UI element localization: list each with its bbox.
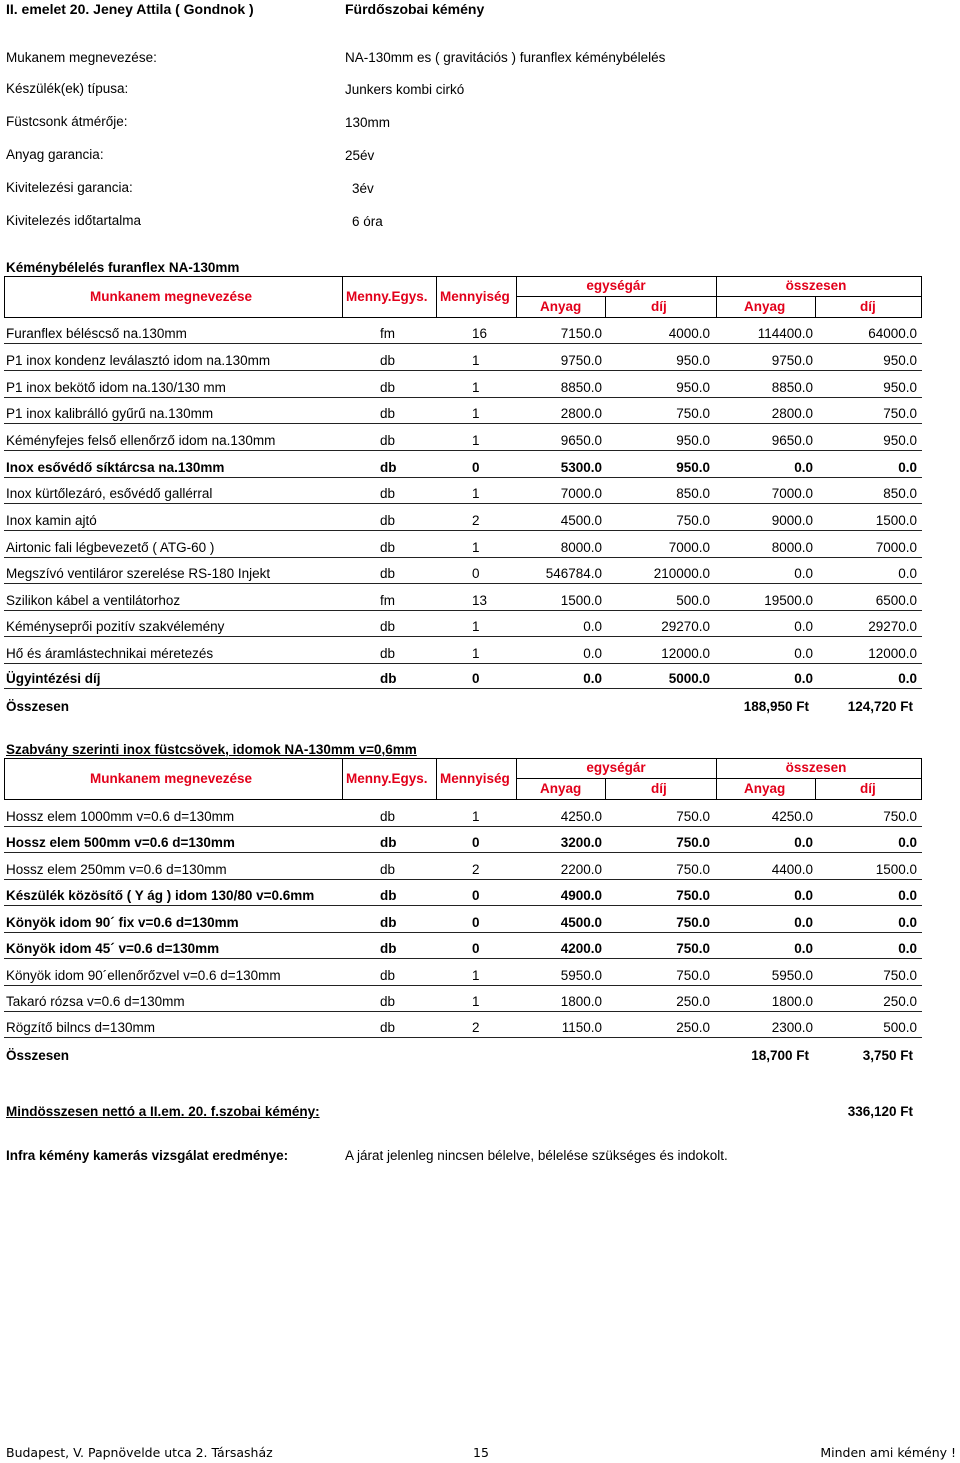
info-value: 6 óra [352, 214, 383, 229]
row-unit: db [380, 888, 397, 903]
row-total-fee: 750.0 [883, 968, 917, 983]
row-unit: db [380, 619, 396, 634]
row-name: P1 inox kondenz leválasztó idom na.130mm [6, 353, 271, 368]
row-name: Készülék közösítő ( Y ág ) idom 130/80 v=0.6mm [6, 888, 315, 903]
header-unit-price: egységár [586, 760, 646, 775]
section-total-fee: 124,720 Ft [847, 699, 913, 714]
row-total-material: 8850.0 [771, 380, 813, 395]
row-unit-price-material: 3200.0 [560, 835, 602, 850]
row-unit-price-fee: 210000.0 [653, 566, 710, 581]
header-divider [436, 276, 437, 318]
row-divider [4, 530, 922, 531]
row-total-fee: 0.0 [898, 941, 917, 956]
row-unit-price-material: 1150.0 [561, 1020, 602, 1035]
header-subdivider [516, 778, 922, 779]
row-quantity: 0 [472, 460, 480, 475]
row-unit-price-fee: 250.0 [676, 994, 710, 1009]
row-quantity: 1 [472, 646, 480, 661]
info-label: Mukanem megnevezése: [6, 50, 157, 65]
header-work-name: Munkanem megnevezése [90, 289, 253, 304]
row-divider [4, 958, 922, 959]
row-divider [4, 343, 922, 344]
row-divider [4, 852, 922, 853]
row-divider [4, 423, 922, 424]
info-label: Készülék(ek) típusa: [6, 81, 129, 96]
row-unit-price-material: 2800.0 [560, 406, 602, 421]
row-divider [4, 905, 922, 906]
row-unit-price-material: 7150.0 [560, 326, 602, 341]
section-total-label: Összesen [6, 1048, 70, 1063]
row-name: Hossz elem 1000mm v=0.6 d=130mm [6, 809, 235, 824]
row-name: Ügyintézési díj [6, 671, 101, 686]
row-total-fee: 1500.0 [875, 862, 917, 877]
row-quantity: 2 [472, 1020, 480, 1035]
row-unit-price-fee: 250.0 [676, 1020, 710, 1035]
row-total-fee: 750.0 [883, 406, 917, 421]
row-unit-price-material: 546784.0 [545, 566, 602, 581]
row-divider [4, 583, 922, 584]
row-quantity: 1 [472, 406, 480, 421]
row-unit-price-material: 9650.0 [560, 433, 602, 448]
row-unit: db [380, 460, 397, 475]
row-total-fee: 950.0 [883, 353, 917, 368]
header-quantity: Mennyiség [440, 289, 510, 304]
row-divider [4, 636, 922, 637]
section-total-material: 18,700 Ft [751, 1048, 809, 1063]
row-total-fee: 0.0 [898, 888, 917, 903]
row-total-fee: 250.0 [883, 994, 917, 1009]
row-unit-price-fee: 750.0 [676, 915, 710, 930]
row-total-material: 0.0 [794, 888, 813, 903]
row-unit-price-material: 4500.0 [560, 513, 602, 528]
row-name: P1 inox bekötő idom na.130/130 mm [6, 380, 226, 395]
row-quantity: 2 [472, 862, 480, 877]
row-unit-price-material: 9750.0 [560, 353, 602, 368]
row-unit-price-fee: 850.0 [676, 486, 710, 501]
row-unit-price-fee: 7000.0 [668, 540, 710, 555]
section-total-fee: 3,750 Ft [862, 1048, 913, 1063]
row-divider [4, 397, 922, 398]
grand-total-value: 336,120 Ft [847, 1104, 913, 1119]
row-name: Inox kamin ajtó [6, 513, 97, 528]
row-quantity: 0 [472, 888, 480, 903]
row-unit-price-material: 5300.0 [560, 460, 602, 475]
row-unit-price-material: 2200.0 [560, 862, 602, 877]
row-total-material: 5950.0 [771, 968, 813, 983]
row-divider [4, 503, 922, 504]
row-name: Rögzítő bilncs d=130mm [6, 1020, 155, 1035]
row-name: Inox esővédő síktárcsa na.130mm [6, 460, 225, 475]
row-name: Szilikon kábel a ventilátorhoz [6, 593, 181, 608]
row-unit: fm [380, 593, 395, 608]
row-quantity: 0 [472, 566, 480, 581]
info-label: Kivitelezési garancia: [6, 180, 133, 195]
row-total-material: 0.0 [794, 835, 813, 850]
row-total-fee: 64000.0 [868, 326, 917, 341]
row-name: Kéményseprői pozitív szakvélemény [6, 619, 225, 634]
row-quantity: 13 [472, 593, 488, 608]
header-unit-price-fee: díj [651, 781, 667, 796]
row-unit: db [380, 835, 397, 850]
row-quantity: 0 [472, 915, 480, 930]
row-total-fee: 750.0 [883, 809, 917, 824]
header-subdivider [815, 296, 816, 318]
header-unit-price: egységár [586, 278, 646, 293]
row-unit-price-fee: 12000.0 [661, 646, 710, 661]
row-total-fee: 0.0 [898, 835, 917, 850]
header-unit: Menny.Egys. [346, 289, 428, 304]
row-total-material: 0.0 [794, 619, 813, 634]
row-total-fee: 950.0 [883, 380, 917, 395]
row-unit-price-fee: 750.0 [676, 941, 710, 956]
row-total-material: 0.0 [794, 566, 813, 581]
row-total-material: 8000.0 [771, 540, 813, 555]
row-unit-price-fee: 950.0 [676, 380, 710, 395]
row-unit-price-material: 4900.0 [560, 888, 602, 903]
row-unit-price-fee: 750.0 [676, 809, 710, 824]
row-unit-price-fee: 750.0 [676, 888, 710, 903]
row-name: Megszívó ventiláror szerelése RS-180 Injekt [6, 566, 271, 581]
row-unit-price-fee: 750.0 [676, 968, 710, 983]
row-name: Kéményfejes felső ellenőrző idom na.130mm [6, 433, 276, 448]
row-total-fee: 0.0 [898, 460, 917, 475]
row-unit: db [380, 513, 396, 528]
row-quantity: 1 [472, 540, 480, 555]
header-divider [436, 758, 437, 800]
row-unit: db [380, 862, 396, 877]
row-total-fee: 12000.0 [868, 646, 917, 661]
row-name: Furanflex béléscső na.130mm [6, 326, 187, 341]
row-unit-price-fee: 950.0 [676, 460, 710, 475]
section1-title: Kéménybélelés furanflex NA-130mm [6, 260, 240, 275]
row-total-material: 2800.0 [771, 406, 813, 421]
row-divider [4, 688, 922, 689]
row-name: P1 inox kalibrálló gyűrű na.130mm [6, 406, 214, 421]
row-total-material: 19500.0 [764, 593, 813, 608]
info-label: Kivitelezés időtartalma [6, 213, 142, 228]
header-subdivider [605, 296, 606, 318]
row-unit-price-material: 7000.0 [560, 486, 602, 501]
row-total-fee: 1500.0 [875, 513, 917, 528]
row-divider [4, 879, 922, 880]
row-total-material: 0.0 [794, 915, 813, 930]
header-total: összesen [785, 760, 847, 775]
row-quantity: 16 [472, 326, 488, 341]
row-unit-price-material: 0.0 [583, 646, 602, 661]
row-name: Könyök idom 90´ellenőrőzvel v=0.6 d=130mm [6, 968, 281, 983]
row-divider [4, 932, 922, 933]
row-divider [4, 557, 922, 558]
row-unit-price-material: 0.0 [583, 671, 602, 686]
row-unit: fm [380, 326, 395, 341]
row-unit: db [380, 406, 396, 421]
inspection-result: A járat jelenleg nincsen bélelve, bélelése szükséges és indokolt. [345, 1148, 728, 1163]
row-unit-price-material: 8000.0 [560, 540, 602, 555]
row-total-fee: 850.0 [883, 486, 917, 501]
row-unit: db [380, 486, 396, 501]
footer-page-number: 15 [473, 1445, 489, 1460]
header-unit-price-material: Anyag [540, 781, 582, 796]
row-unit: db [380, 540, 396, 555]
header-divider [342, 758, 343, 800]
header-total-fee: díj [860, 781, 876, 796]
row-unit: db [380, 380, 396, 395]
info-label: Füstcsonk átmérője: [6, 114, 128, 129]
row-total-fee: 6500.0 [875, 593, 917, 608]
row-quantity: 0 [472, 671, 480, 686]
row-total-material: 1800.0 [771, 994, 813, 1009]
row-divider [4, 450, 922, 451]
row-unit-price-fee: 5000.0 [668, 671, 710, 686]
row-total-material: 4250.0 [771, 809, 813, 824]
row-total-fee: 0.0 [898, 671, 917, 686]
row-total-material: 9000.0 [771, 513, 813, 528]
row-unit: db [380, 809, 396, 824]
row-unit-price-fee: 750.0 [676, 406, 710, 421]
row-unit-price-fee: 4000.0 [668, 326, 710, 341]
row-quantity: 1 [472, 994, 480, 1009]
info-value: Junkers kombi cirkó [345, 82, 465, 97]
header-subdivider [605, 778, 606, 800]
header-quantity: Mennyiség [440, 771, 510, 786]
header-total-material: Anyag [744, 299, 786, 314]
row-unit: db [380, 671, 397, 686]
info-value: NA-130mm es ( gravitációs ) furanflex kéménybélelés [345, 50, 666, 65]
header-unit-price-material: Anyag [540, 299, 582, 314]
info-value: 25év [345, 148, 375, 163]
row-total-fee: 29270.0 [868, 619, 917, 634]
row-total-material: 4400.0 [771, 862, 813, 877]
row-unit-price-fee: 750.0 [676, 513, 710, 528]
row-name: Hő és áramlástechnikai méretezés [6, 646, 214, 661]
section-total-label: Összesen [6, 699, 70, 714]
row-name: Könyök idom 45´ v=0.6 d=130mm [6, 941, 220, 956]
row-unit: db [380, 941, 397, 956]
row-name: Takaró rózsa v=0.6 d=130mm [6, 994, 185, 1009]
row-total-material: 9750.0 [771, 353, 813, 368]
row-unit: db [380, 994, 396, 1009]
section2-title: Szabvány szerinti inox füstcsövek, idomok NA-130mm v=0,6mm [6, 742, 417, 757]
row-total-fee: 0.0 [898, 566, 917, 581]
row-total-material: 0.0 [794, 646, 813, 661]
row-unit-price-fee: 29270.0 [661, 619, 710, 634]
row-quantity: 2 [472, 513, 480, 528]
row-divider [4, 370, 922, 371]
header-unit: Menny.Egys. [346, 771, 428, 786]
row-unit: db [380, 1020, 396, 1035]
row-unit-price-fee: 950.0 [676, 353, 710, 368]
row-unit-price-material: 5950.0 [560, 968, 602, 983]
row-name: Hossz elem 500mm v=0.6 d=130mm [6, 835, 235, 850]
row-unit-price-material: 0.0 [583, 619, 602, 634]
header-total-material: Anyag [744, 781, 786, 796]
header-divider [342, 276, 343, 318]
row-unit-price-material: 4500.0 [560, 915, 602, 930]
row-divider [4, 610, 922, 611]
row-name: Airtonic fali légbevezető ( ATG-60 ) [6, 540, 215, 555]
row-unit-price-material: 4250.0 [560, 809, 602, 824]
row-total-material: 7000.0 [771, 486, 813, 501]
row-unit-price-fee: 500.0 [676, 593, 710, 608]
row-divider [4, 477, 922, 478]
row-total-fee: 7000.0 [875, 540, 917, 555]
row-total-material: 2300.0 [771, 1020, 813, 1035]
grand-total-label: Mindösszesen nettó a II.em. 20. f.szobai kémény: [6, 1104, 320, 1119]
row-total-material: 114400.0 [757, 326, 813, 341]
header-total: összesen [785, 278, 847, 293]
row-name: Könyök idom 90´ fix v=0.6 d=130mm [6, 915, 239, 930]
row-unit: db [380, 968, 396, 983]
info-label: Anyag garancia: [6, 147, 104, 162]
floor-label: II. emelet 20. Jeney Attila ( Gondnok ) [6, 1, 254, 17]
header-subdivider [815, 778, 816, 800]
row-unit-price-material: 1500.0 [560, 593, 602, 608]
row-unit-price-fee: 950.0 [676, 433, 710, 448]
row-quantity: 1 [472, 968, 480, 983]
row-quantity: 1 [472, 353, 480, 368]
row-total-fee: 950.0 [883, 433, 917, 448]
row-quantity: 1 [472, 380, 480, 395]
row-unit: db [380, 566, 396, 581]
row-divider [4, 826, 922, 827]
row-quantity: 0 [472, 835, 480, 850]
row-unit: db [380, 433, 396, 448]
header-work-name: Munkanem megnevezése [90, 771, 253, 786]
row-quantity: 1 [472, 486, 480, 501]
row-quantity: 1 [472, 433, 480, 448]
row-divider [4, 1011, 922, 1012]
info-value: 130mm [345, 115, 391, 130]
info-value: 3év [352, 181, 374, 196]
row-unit-price-material: 8850.0 [560, 380, 602, 395]
row-unit: db [380, 915, 397, 930]
row-quantity: 0 [472, 941, 480, 956]
footer-slogan: Minden ami kémény ! [820, 1445, 956, 1460]
row-total-material: 0.0 [794, 460, 813, 475]
header-unit-price-fee: díj [651, 299, 667, 314]
row-unit-price-material: 4200.0 [560, 941, 602, 956]
row-divider [4, 663, 922, 664]
row-divider [4, 985, 922, 986]
row-total-fee: 500.0 [883, 1020, 917, 1035]
row-total-material: 0.0 [794, 941, 813, 956]
inspection-label: Infra kémény kamerás vizsgálat eredménye: [6, 1148, 289, 1163]
row-unit: db [380, 353, 396, 368]
row-quantity: 1 [472, 809, 480, 824]
row-name: Hossz elem 250mm v=0.6 d=130mm [6, 862, 227, 877]
row-unit: db [380, 646, 396, 661]
location-title: Fürdőszobai kémény [345, 1, 485, 17]
row-unit-price-fee: 750.0 [676, 835, 710, 850]
row-name: Inox kürtőlezáró, esővédő gallérral [6, 486, 213, 501]
header-subdivider [516, 296, 922, 297]
row-total-material: 0.0 [794, 671, 813, 686]
row-divider [4, 1037, 922, 1038]
row-total-material: 9650.0 [771, 433, 813, 448]
section-total-material: 188,950 Ft [743, 699, 809, 714]
row-unit-price-material: 1800.0 [560, 994, 602, 1009]
header-total-fee: díj [860, 299, 876, 314]
row-total-fee: 0.0 [898, 915, 917, 930]
row-unit-price-fee: 750.0 [676, 862, 710, 877]
row-quantity: 1 [472, 619, 480, 634]
footer-address: Budapest, V. Papnövelde utca 2. Társasház [6, 1445, 273, 1460]
